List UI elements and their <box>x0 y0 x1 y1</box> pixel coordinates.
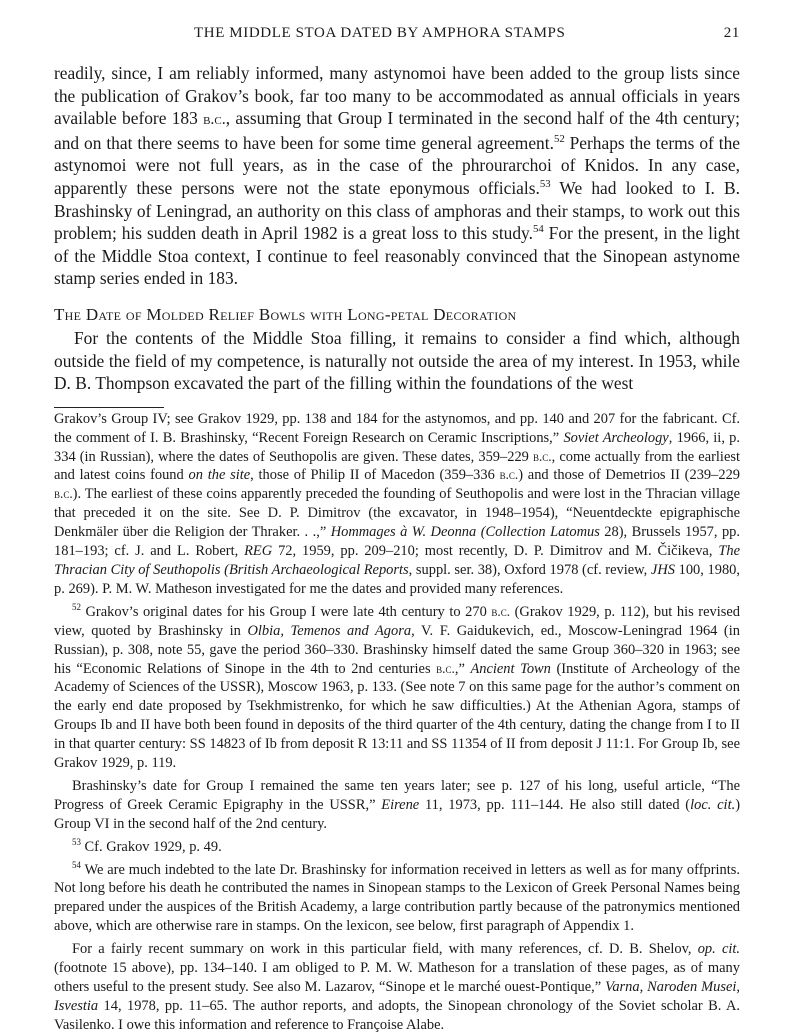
text-run: , suppl. ser. 38), Oxford 1978 (cf. review, <box>408 561 651 578</box>
text-run: ) Group VI in the second half of the 2nd century. <box>54 796 740 832</box>
footnote-ref-54[interactable]: 54 <box>532 223 544 236</box>
text-run: 100, 1980, p. 269). P. M. W. Matheson investigated for me the dates and provided many references. <box>54 561 740 597</box>
footnote-53 <box>54 838 740 857</box>
footnote-ref-53[interactable]: 53 <box>539 178 551 191</box>
text-run: ,” <box>454 660 471 677</box>
era-abbrev: b.c. <box>436 660 455 676</box>
text-run: We are much indebted to the late Dr. Brashinsky for information received in letters as well as for many offprints. Not long before his death he contributed the names in Sinopean stamps to the Lexicon of Greek Personal Names being prepared under the auspices of the British Academy, a large contribution partly because of the patronymics mentioned above, which are otherwise rare in stamps. On the lexicon, see below, first paragraph of Appendix 1. <box>54 861 740 935</box>
era-abbrev: b.c. <box>203 111 226 129</box>
main-text <box>54 62 740 395</box>
running-title: THE MIDDLE STOA DATED BY AMPHORA STAMPS <box>194 25 566 41</box>
section-heading: The Date of Molded Relief Bowls with Long-petal Decoration <box>54 304 517 324</box>
text-run: We had looked to I. B. Brashinsky of Leningrad, an authority on this class of amphoras and their stamps, to work out this problem; his sudden death in April 1982 is a great loss to this study. <box>54 177 741 244</box>
text-run: , V. F. Gaidukevich, ed., Moscow-Leningrad 1964 (in Russian), p. 308, note 55, gave the period 360–330. Brashinsky himself dated the same Group 360–320 in 1963; see his “Economic Relations of Sinope in the 4th to 2nd centuries <box>54 622 740 677</box>
text-run: Perhaps the terms of the astynomoi were not full years, as in the case of the phrourarchoi of Knidos. In any case, apparently these persons were not the state eponymous officials. <box>54 132 740 198</box>
era-abbrev: b.c. <box>54 486 73 502</box>
italic-run: The Thracian City of Seuthopolis (British Archaeological Reports <box>54 543 740 578</box>
text-run: , 1966, ii, p. 334 (in Russian), where the dates of Seuthopolis are given. These dates, 359–229 <box>54 429 740 465</box>
text-run: , come actually from the earliest and latest coins found <box>54 448 740 484</box>
text-run: Grakov’s original dates for his Group I were late 4th century to 270 <box>80 603 492 620</box>
text-run: ) and those of Demetrios II (239–229 <box>518 467 741 484</box>
italic-run: Soviet Archeology <box>563 429 669 446</box>
text-run: readily, since, I am reliably informed, many astynomoi have been added to the group lists since the publication of Grakov’s book, far too many to be accommodated as annual officials in years available before 183 <box>54 63 740 129</box>
italic-run: REG <box>244 543 273 560</box>
footnote-52 <box>54 603 740 773</box>
text-run: 14, 1978, pp. 11–65. The author reports, and adopts, the Sinopean chronology of the Soviet scholar B. A. Vasilenko. I owe this information and reference to Françoise Alabe. <box>54 997 740 1033</box>
text-run: For the present, in the light of the Middle Stoa context, I continue to feel reasonably convinced that the Sinopean astynome stamp series ended in 183. <box>54 223 740 289</box>
italic-run: Varna, Naroden Musei, Isvestia <box>54 979 740 1014</box>
footnote-51-continued <box>54 410 740 599</box>
footnote-rule <box>54 407 164 408</box>
footnote-number: 52 <box>72 601 81 612</box>
footnote-52-continued <box>54 777 740 834</box>
text-run: 28), Brussels 1957, pp. 181–193; cf. J. and L. Robert, <box>54 524 740 560</box>
italic-run: Eirene <box>381 796 420 813</box>
body-paragraph-1 <box>54 62 740 290</box>
text-run: Cf. Grakov 1929, p. 49. <box>80 838 222 855</box>
italic-run: op. cit. <box>697 941 741 958</box>
text-run: 72, 1959, pp. 209–210; most recently, D. P. Dimitrov and M. Čičikeva, <box>272 543 719 560</box>
footnote-number: 53 <box>72 836 81 847</box>
text-run: ). The earliest of these coins apparently preceded the founding of Seuthopolis and were lost in the Thracian village that preceded it on the site. See D. P. Dimitrov (the excavator, in 1948–1954), “Neuentdeckte epigraphische Denkmäler über die Religion der Thraker. . .,” <box>54 486 740 541</box>
text-run: Brashinsky’s date for Group I remained the same ten years later; see p. 127 of his long, useful article, “The Progress of Greek Ceramic Epigraphy in the USSR,” <box>54 777 740 813</box>
italic-run: Olbia, Temenos and Agora <box>247 622 412 639</box>
text-run: , assuming that Group I terminated in the second half of the 4th century; and on that there seems to have been for some time general agreement. <box>54 108 741 153</box>
era-abbrev: b.c. <box>532 448 552 464</box>
italic-run: Hommages à W. Deonna (Collection Latomus <box>330 524 600 541</box>
text-run: (Institute of Archeology of the Academy of Sciences of the USSR), Moscow 1963, p. 133. (See note 7 on this same page for the author’s comment on the early end date proposed by Tsekhmistrenko, for which he saw difficulties.) At the Athenian Agora, stamps of Groups Ib and II have both been found in deposits of the third quarter of the 4th century, dating the change from I to II in that quarter century: SS 14823 of Ib from deposit R 13:11 and SS 11354 of II from deposit J 11:1. For Group Ib, see Grakov 1929, p. 119. <box>54 660 740 772</box>
footnote-ref-52[interactable]: 52 <box>553 132 565 145</box>
italic-run: Ancient Town <box>470 660 551 677</box>
text-run: , those of Philip II of Macedon (359–336 <box>250 467 500 484</box>
running-head <box>54 22 740 46</box>
text-run: Grakov’s Group IV; see Grakov 1929, pp. 138 and 184 for the astynomos, and pp. 140 and 207 for the fabricant. Cf. the comment of I. B. Brashinsky, “Recent Foreign Research on Ceramic Inscriptions,” <box>54 410 740 446</box>
text-run: For a fairly recent summary on work in this particular field, with many references, cf. D. B. Shelov, <box>72 941 698 958</box>
text-run: (footnote 15 above), pp. 134–140. I am obliged to P. M. W. Matheson for a translation of these pages, as of many others useful to the present study. See also M. Lazarov, “Sinope et le marché ouest-Pontique,” <box>54 960 740 995</box>
footnote-54-continued <box>54 940 740 1035</box>
italic-run: loc. cit. <box>690 796 736 813</box>
italic-run: JHS <box>650 561 675 578</box>
page <box>54 22 740 1035</box>
text-run: (Grakov 1929, p. 112), but his revised view, quoted by Brashinsky in <box>54 603 740 639</box>
italic-run: on the site <box>188 467 251 484</box>
era-abbrev: b.c. <box>499 467 519 483</box>
footnote-number: 54 <box>72 859 81 870</box>
footnotes <box>54 410 740 1035</box>
page-number: 21 <box>723 25 740 41</box>
footnote-54 <box>54 861 740 937</box>
text-run: 11, 1973, pp. 111–144. He also still dated ( <box>419 796 691 813</box>
era-abbrev: b.c. <box>491 603 511 619</box>
body-paragraph-2: For the contents of the Middle Stoa filling, it remains to consider a find which, although outside the field of my competence, is naturally not outside the area of my interest. In 1953, while D. B. Thompson excavated the part of the filling within the foundations of the west <box>54 327 740 394</box>
